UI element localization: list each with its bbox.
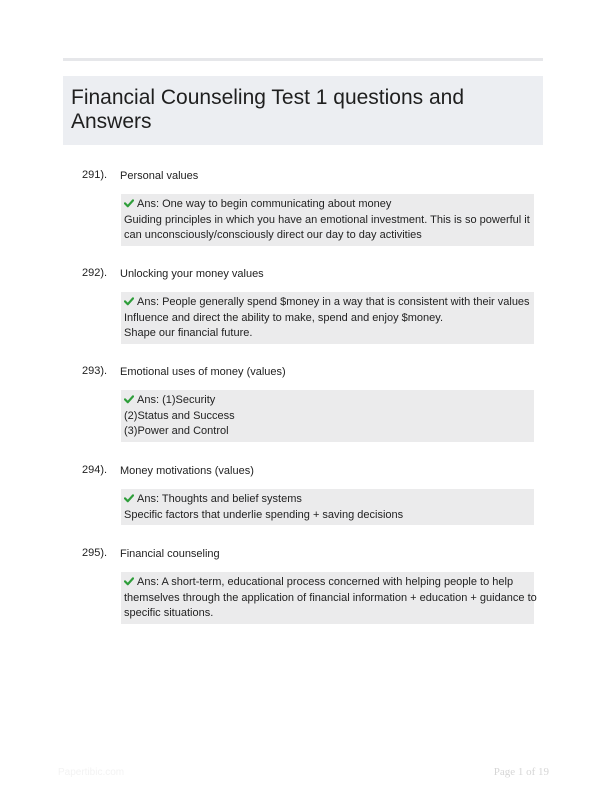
question-number: 293). xyxy=(82,365,108,377)
question-number: 292). xyxy=(82,267,108,279)
check-icon xyxy=(124,198,134,208)
question-number: 291). xyxy=(82,169,108,181)
footer-watermark: Papertibic.com xyxy=(58,767,125,778)
check-icon xyxy=(124,296,134,306)
answer-line: specific situations. xyxy=(124,607,214,619)
question-text: Unlocking your money values xyxy=(120,268,264,280)
title-banner xyxy=(63,76,543,145)
answer-line: Ans: Thoughts and belief systems xyxy=(124,492,531,508)
answer-box xyxy=(121,390,534,442)
question-number: 295). xyxy=(82,547,108,559)
answer-line: (3)Power and Control xyxy=(124,425,229,437)
answer-line: Shape our financial future. xyxy=(124,327,253,339)
answer-line: Ans: One way to begin communicating about money xyxy=(124,197,531,213)
answer-box xyxy=(121,489,534,525)
answer-line: Specific factors that underlie spending + saving decisions xyxy=(124,508,404,521)
answer-box xyxy=(121,194,534,246)
check-icon xyxy=(124,576,134,586)
answer-line: Ans: People generally spend $money in a way that is consistent with their values xyxy=(124,295,531,311)
answer-box xyxy=(121,572,537,624)
answer-line: Guiding principles in which you have an emotional investment. This is so powerful it xyxy=(124,213,530,226)
question-text: Financial counseling xyxy=(120,548,220,560)
question-text: Personal values xyxy=(120,170,199,182)
question-text: Money motivations (values) xyxy=(120,465,254,477)
answer-box xyxy=(121,292,534,344)
answer-line: can unconsciously/consciously direct our day to day activities xyxy=(124,229,422,241)
answer-line: Ans: A short-term, educational process concerned with helping people to help xyxy=(124,575,531,591)
page-number: Page 1 of 19 xyxy=(493,766,549,778)
check-icon xyxy=(124,394,134,404)
page-title xyxy=(71,86,535,134)
question-text: Emotional uses of money (values) xyxy=(120,366,286,378)
page-title-line-2: Answers xyxy=(71,110,152,133)
answer-line: (2)Status and Success xyxy=(124,409,235,422)
question-number: 294). xyxy=(82,464,108,476)
answer-line: themselves through the application of financial information + education + guidance to xyxy=(124,591,537,604)
check-icon xyxy=(124,493,134,503)
answer-line: Ans: (1)Security xyxy=(124,393,531,409)
answer-line: Influence and direct the ability to make, spend and enjoy $money. xyxy=(124,311,443,324)
top-divider xyxy=(63,58,543,61)
page-title-line-1: Financial Counseling Test 1 questions and xyxy=(71,86,465,109)
